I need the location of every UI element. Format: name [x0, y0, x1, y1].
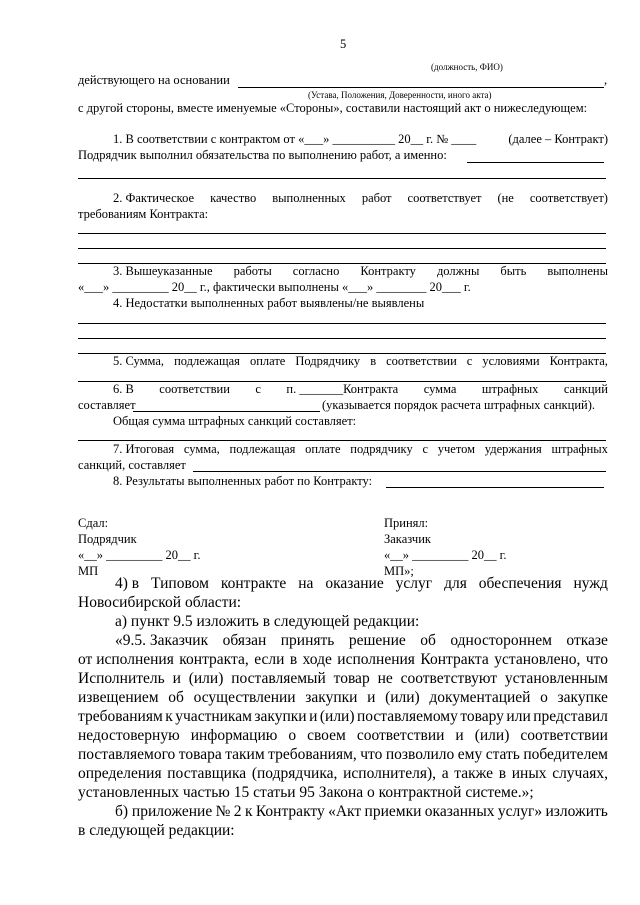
quote-word: требованиям,	[268, 746, 357, 763]
item1-blank-line	[78, 178, 606, 179]
quote-word: или	[506, 708, 531, 725]
quote-word: и	[367, 689, 376, 706]
quote-word: в	[498, 765, 507, 782]
item7-line1	[78, 442, 608, 457]
amend-word: обеспечения	[478, 575, 562, 592]
item7-word: удержания	[484, 442, 542, 456]
quote-word: поставляемому	[357, 708, 458, 725]
item3-line2: «___» _________ 20__ г., фактически выполнены «___» ________ 20___ г.	[78, 280, 471, 294]
item3-word: работы	[233, 264, 272, 278]
quote-word: (или)	[319, 708, 355, 725]
item7-word: 7. Итоговая	[113, 442, 175, 456]
item6-line3: Общая сумма штрафных санкций составляет:	[113, 414, 357, 428]
quote-word: также	[454, 765, 494, 782]
amend-word: 4) в	[115, 575, 140, 592]
quote-line	[78, 765, 608, 784]
quote-word: отказе	[566, 632, 608, 649]
quote-word: недостоверную	[78, 727, 180, 744]
item3-word: Контракту	[360, 264, 416, 278]
quote-word: извещением	[78, 689, 159, 706]
quote-word: позволило	[385, 746, 455, 763]
quote-word: стать	[485, 746, 520, 763]
quote-line	[78, 670, 608, 689]
item2-line2: требованиям Контракта:	[78, 207, 209, 221]
item2-word: (не	[497, 191, 514, 205]
quote-word: (или)	[188, 670, 224, 687]
amend-word: приемки	[364, 803, 422, 820]
quote-word: иных	[511, 765, 547, 782]
quote-word: принять	[280, 632, 335, 649]
amend-word: Типовом	[151, 575, 209, 592]
basis-blank-line	[238, 87, 604, 88]
amend-word: «Акт	[328, 803, 362, 820]
quote-word: а	[441, 765, 449, 782]
quote-word: контракта,	[179, 651, 249, 668]
item2-word: соответствует)	[529, 191, 608, 205]
amend-p4-line1	[78, 575, 608, 594]
item1-word: 1. В соответствии с контрактом от «___» __________ 20__ г. № ____	[113, 132, 477, 146]
quote-word: требованиям	[78, 708, 163, 725]
quote-word: соответствуют	[400, 670, 497, 687]
quote-word: если	[254, 651, 285, 668]
item3-word: 3. Вышеуказанные	[113, 264, 213, 278]
quote-word: что	[360, 746, 383, 763]
amend-pa: а) пункт 9.5 изложить в следующей редакции:	[115, 613, 420, 630]
quote-word: поставляемый	[231, 670, 326, 687]
quote-word: товару	[460, 708, 504, 725]
item3-line1	[78, 264, 608, 279]
quote-word: установленным	[504, 670, 608, 687]
item6-blank	[133, 411, 320, 412]
item8-blank	[386, 487, 604, 488]
item4-text: 4. Недостатки выполненных работ выявлены/не выявлены	[113, 296, 425, 310]
position-name-note: (должность, ФИО)	[431, 62, 503, 72]
quote-word: документацией	[429, 689, 531, 706]
quote-word: товар	[333, 670, 370, 687]
contractor-date: «__» _________ 20__ г.	[78, 548, 201, 562]
page-number: 5	[340, 37, 347, 51]
amend-word: контракте	[220, 575, 287, 592]
item6-word: 6. В	[113, 382, 134, 396]
item4-blank-line	[78, 323, 606, 324]
basis-label: действующего на основании	[78, 73, 230, 87]
customer-label: Заказчик	[384, 532, 431, 546]
item7-word: штрафных	[551, 442, 608, 456]
item4-blank-line	[78, 338, 606, 339]
quote-word: ходе	[302, 651, 332, 668]
basis-note: (Устава, Положения, Доверенности, иного акта)	[308, 90, 492, 100]
item6-blank-line	[78, 440, 606, 441]
item6-word: соответствии	[159, 382, 230, 396]
amend-word: для	[444, 575, 467, 592]
quote-word: и	[309, 708, 318, 725]
item2-word: 2. Фактическое	[113, 191, 195, 205]
amend-pb-line1	[78, 803, 608, 822]
quote-word: установлено,	[494, 651, 581, 668]
quote-last-line: установленных частью 15 статьи 95 Закона о контрактной системе.»;	[78, 784, 534, 801]
item7-word: подрядчику	[350, 442, 413, 456]
item2-word: соответствует	[407, 191, 482, 205]
quote-word: (или)	[474, 727, 510, 744]
handed-over-label: Сдал:	[78, 516, 109, 530]
item5-word: 5. Сумма,	[113, 354, 165, 368]
quote-word: победителем	[523, 746, 608, 763]
item6-word: санкций	[563, 382, 608, 396]
quote-line	[78, 708, 608, 727]
quote-word: товара	[178, 746, 222, 763]
intro-text: с другой стороны, вместе именуемые «Стороны», составили настоящий акт о нижеследующем:	[78, 101, 588, 115]
quote-line1	[78, 632, 608, 651]
quote-word: (или)	[385, 689, 420, 706]
item6-word: с	[255, 382, 261, 396]
contractor-label: Подрядчик	[78, 532, 137, 546]
customer-seal: МП»;	[384, 564, 414, 578]
quote-word: определения	[78, 765, 162, 782]
quote-word: о	[540, 689, 548, 706]
item7-word: сумма,	[183, 442, 220, 456]
quote-word: к	[165, 708, 173, 725]
quote-word: случаях,	[552, 765, 608, 782]
quote-word: «9.5. Заказчик	[115, 632, 209, 649]
quote-word: об	[420, 632, 436, 649]
amend-word: №	[215, 803, 231, 820]
quote-word: что	[585, 651, 608, 668]
quote-word: поставляемого	[78, 746, 176, 763]
amend-word: услуг»	[497, 803, 543, 820]
item6-line2-label: составляет	[78, 398, 136, 412]
quote-line	[78, 689, 608, 708]
item7-word: подлежащая	[229, 442, 296, 456]
item7-blank	[193, 471, 606, 472]
quote-word: закупки	[305, 689, 358, 706]
item2-blank-line	[78, 248, 606, 249]
item5-word: соответствии	[386, 354, 457, 368]
quote-word: исполнителя),	[343, 765, 436, 782]
item2-blank-line	[78, 233, 606, 234]
quote-line	[78, 727, 608, 746]
customer-date: «__» _________ 20__ г.	[384, 548, 507, 562]
quote-word: своем	[307, 727, 346, 744]
item6-line1	[78, 382, 608, 397]
item2-line1	[78, 191, 608, 206]
quote-word: и	[455, 727, 464, 744]
item5-word: Контракта,	[549, 354, 608, 368]
quote-word: закупки	[254, 708, 307, 725]
quote-word: соответствии	[356, 727, 445, 744]
basis-comma: ,	[604, 73, 608, 87]
quote-line	[78, 746, 608, 765]
contractor-seal: МП	[78, 564, 99, 578]
accepted-label: Принял:	[384, 516, 429, 530]
amend-word: оказание	[325, 575, 384, 592]
item6-word: п. _______Контракта	[286, 382, 399, 396]
item5-word: с	[466, 354, 473, 368]
quote-word: обязан	[222, 632, 267, 649]
quote-word: участникам	[175, 708, 252, 725]
amend-word: оказанных	[424, 803, 495, 820]
quote-word: Исполнитель	[78, 670, 165, 687]
amend-pb-line2: в следующей редакции:	[78, 822, 235, 839]
amend-word: на	[298, 575, 314, 592]
amend-word: 2	[233, 803, 242, 820]
item3-word: быть	[500, 264, 527, 278]
item6-line2-note: (указывается порядок расчета штрафных санкций).	[322, 398, 595, 412]
item3-word: согласно	[292, 264, 340, 278]
quote-line	[78, 651, 608, 670]
quote-word: (подрядчика,	[251, 765, 338, 782]
quote-word: от исполнения	[78, 651, 174, 668]
quote-word: не	[377, 670, 393, 687]
quote-word: одностороннем	[450, 632, 552, 649]
item5-word: в	[370, 354, 377, 368]
quote-word: информацию	[190, 727, 278, 744]
quote-word: поставщика	[167, 765, 247, 782]
item5-word: условиями	[482, 354, 540, 368]
quote-word: соответствии	[520, 727, 608, 744]
item2-word: выполненных	[272, 191, 346, 205]
quote-word: о	[288, 727, 297, 744]
quote-word: об	[168, 689, 184, 706]
item6-word: штрафных	[481, 382, 539, 396]
amend-word: к	[244, 803, 253, 820]
item2-word: работ	[361, 191, 392, 205]
item2-word: качество	[210, 191, 257, 205]
amend-word: услуг	[395, 575, 433, 592]
item8-text: 8. Результаты выполненных работ по Контракту:	[113, 474, 373, 488]
item1-blank	[467, 162, 604, 163]
item7-word: учетом	[437, 442, 476, 456]
amend-word: б) приложение	[115, 803, 213, 820]
item3-word: выполнены	[547, 264, 608, 278]
item5-line1	[78, 354, 608, 369]
quote-word: Контракта	[420, 651, 489, 668]
quote-word: в	[289, 651, 298, 668]
quote-word: исполнения	[337, 651, 415, 668]
item5-word: оплате	[249, 354, 286, 368]
amend-p4-line2: Новосибирской области:	[78, 594, 242, 611]
item5-word: Подрядчику	[295, 354, 361, 368]
item1-line2: Подрядчик выполнил обязательства по выполнению работ, а именно:	[78, 148, 447, 162]
item7-word: оплате	[305, 442, 341, 456]
item7-word: с	[422, 442, 428, 456]
item1-line1	[78, 132, 608, 147]
quote-word: осуществлении	[193, 689, 296, 706]
quote-word: представил	[533, 708, 608, 725]
amend-word: нужд	[573, 575, 608, 592]
quote-word: и	[172, 670, 181, 687]
amend-word: Контракту	[255, 803, 325, 820]
item5-word: подлежащая	[174, 354, 240, 368]
item7-line2: санкций, составляет	[78, 458, 186, 472]
quote-word: таким	[225, 746, 265, 763]
item1-word: (далее – Контракт)	[508, 132, 608, 146]
quote-word: ему	[457, 746, 483, 763]
item3-word: должны	[436, 264, 480, 278]
item6-word: сумма	[423, 382, 457, 396]
amend-word: изложить	[545, 803, 608, 820]
quote-word: решение	[348, 632, 406, 649]
quote-word: закупке	[557, 689, 608, 706]
